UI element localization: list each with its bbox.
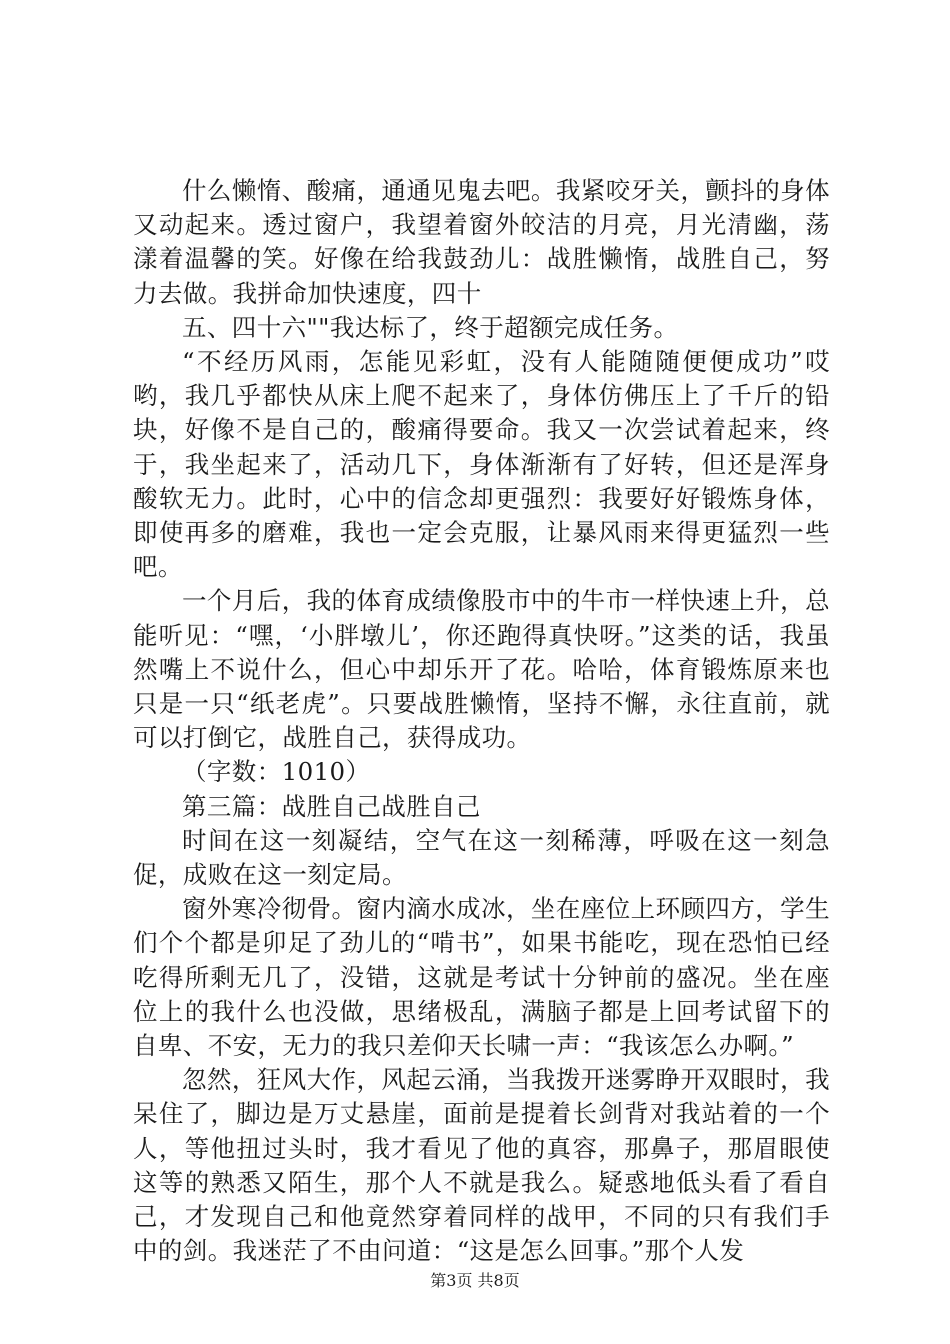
body-text — [133, 174, 830, 1269]
paragraph: “不经历风雨，怎能见彩虹，没有人能随随便便成功”哎哟，我几乎都快从床上爬不起来了，身体仿佛压上了千斤的铅块，好像不是自己的，酸痛得要命。我又一次尝试着起来，终于，我坐起来了，活动几下，身体渐渐有了好转，但还是浑身酸软无力。此时，心中的信念却更强烈：我要好好锻炼身体，即使再多的磨难，我也一定会克服，让暴风雨来得更猛烈一些吧。 — [133, 347, 830, 582]
section-heading: 第三篇：战胜自己战胜自己 — [182, 791, 481, 821]
paragraph: 忽然，狂风大作，风起云涌，当我拨开迷雾睁开双眼时，我呆住了，脚边是万丈悬崖，面前是提着长剑背对我站着的一个人，等他扭过头时，我才看见了他的真容，那鼻子，那眉眼使这等的熟悉又陌生，那个人不就是我么。疑惑地低头看了看自己，才发现自己和他竟然穿着同样的战甲，不同的只有我们手中的剑。我迷茫了不由问道：“这是怎么回事。”那个人发 — [133, 1065, 830, 1266]
paragraph: 五、四十六""我达标了，终于超额完成任务。 — [182, 312, 679, 342]
paragraph: 什么懒惰、酸痛，通通见鬼去吧。我紧咬牙关，颤抖的身体又动起来。透过窗户，我望着窗外皎洁的月亮，月光清幽，荡漾着温馨的笑。好像在给我鼓劲儿：战胜懒惰，战胜自己，努力去做。我拼命加快速度，四十 — [133, 176, 830, 308]
paragraph: 一个月后，我的体育成绩像股市中的牛市一样快速上升，总能听见：“嘿，‘小胖墩儿’，你还跑得真快呀。”这类的话，我虽然嘴上不说什么，但心中却乐开了花。哈哈，体育锻炼原来也只是一只“纸老虎”。只要战胜懒惰，坚持不懈，永往直前，就可以打倒它，战胜自己，获得成功。 — [133, 586, 830, 753]
page-number-footer: 第3页 共8页 — [430, 1271, 520, 1290]
paragraph: 时间在这一刻凝结，空气在这一刻稀薄，呼吸在这一刻急促，成败在这一刻定局。 — [133, 825, 830, 890]
word-count: （字数：1010） — [182, 757, 371, 787]
paragraph: 窗外寒冷彻骨。窗内滴水成冰，坐在座位上环顾四方，学生们个个都是卯足了劲儿的“啃书”，如果书能吃，现在恐怕已经吃得所剩无几了，没错，这就是考试十分钟前的盛况。坐在座位上的我什么也没做，思绪极乱，满脑子都是上回考试留下的自卑、不安，无力的我只差仰天长啸一声：“我该怎么办啊。” — [133, 894, 830, 1061]
